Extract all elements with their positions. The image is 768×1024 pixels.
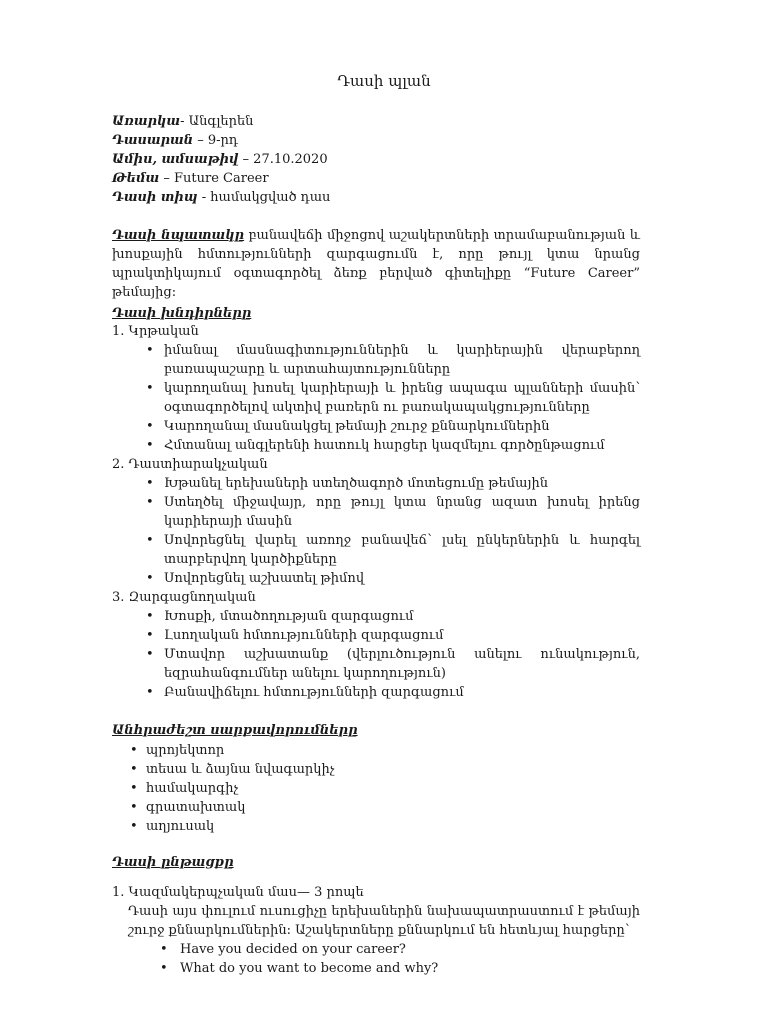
goal-text: բանավեճի միջոցով աշակերտների տրամաբանության և խոսքային հմտությունների զարգացումն է, որը թույլ կտա նրանց պրակտիկայում օգտագործել ձեռք բերված գիտելիքը “Future Career” թեմայից: <box>112 228 640 300</box>
list-item <box>112 436 640 455</box>
bullet-icon: • <box>146 533 154 548</box>
list-item <box>112 417 640 436</box>
bullet-icon: • <box>130 819 138 834</box>
list-item <box>112 379 640 417</box>
bullet-icon: • <box>146 476 154 491</box>
bullet-icon: • <box>146 343 154 358</box>
bullet-icon: • <box>146 438 154 453</box>
meta-topic-value: – Future Career <box>159 171 269 186</box>
bullet-icon: • <box>146 381 154 396</box>
task-group-upbringing <box>112 455 640 588</box>
list-item <box>112 626 640 645</box>
bullet-icon: • <box>130 743 138 758</box>
procedure-section <box>112 883 640 978</box>
meta-subject <box>112 112 330 131</box>
list-item-text: Մտավոր աշխատանք (վերլուծություն անելու ունակություն, եզրահանգումներ անելու կարողություն) <box>164 647 640 681</box>
tasks-section <box>112 322 640 702</box>
list-item-text: Have you decided on your career? <box>180 942 406 957</box>
meta-type <box>112 188 330 207</box>
meta-topic <box>112 169 330 188</box>
list-item-text: տեսա և ձայնա նվագարկիչ <box>146 762 335 777</box>
list-item-text: Հմտանալ անգլերենի հատուկ հարցեր կազմելու գործընթացում <box>164 438 605 453</box>
list-item <box>112 531 640 569</box>
goal-label: Դասի նպատակը <box>112 228 245 243</box>
bullet-icon: • <box>146 571 154 586</box>
list-item <box>112 474 640 493</box>
list-item-text: Սովորեցնել վարել առողջ բանավեճ՝ լսել ընկերներին և հարգել տարբերվող կարծիքները <box>164 533 640 567</box>
list-item-text: Ստեղծել միջավայր, որը թույլ կտա նրանց ազատ խոսել իրենց կարիերայի մասին <box>164 495 640 529</box>
list-item <box>112 940 640 959</box>
bullet-icon: • <box>130 781 138 796</box>
materials-list <box>112 741 640 836</box>
list-item-text: պրոյեկտոր <box>146 743 225 758</box>
list-item-text: կարողանալ խոսել կարիերայի և իրենց ապագա պլանների մասին՝ օգտագործելով ակտիվ բառերն ու բառակապակցությունները <box>164 381 640 415</box>
list-item <box>112 569 640 588</box>
task-list <box>112 474 640 588</box>
list-item-text: Սովորեցնել աշխատել թիմով <box>164 571 365 586</box>
task-group-educational <box>112 322 640 455</box>
list-item <box>112 779 640 798</box>
meta-date <box>112 150 330 169</box>
bullet-icon: • <box>146 609 154 624</box>
bullet-icon: • <box>130 800 138 815</box>
task-group-developmental <box>112 588 640 702</box>
meta-subject-label: Առարկա <box>112 114 181 129</box>
meta-date-value: – 27.10.2020 <box>238 152 328 167</box>
bullet-icon: • <box>146 685 154 700</box>
meta-type-value: - համակցված դաս <box>197 190 331 205</box>
task-list <box>112 607 640 702</box>
list-item <box>112 798 640 817</box>
procedure-step-text: Դասի այս փուլում ուսուցիչը երեխաներին նախապատրաստում է թեմայի շուրջ քննարկումներին: Աշակերտները քննարկում են հետևյալ հարցերը՝ <box>128 904 640 938</box>
task-group-label: 2. Դաստիարակչական <box>112 457 268 472</box>
task-group-label: 1. Կրթական <box>112 324 199 339</box>
meta-subject-value: - Անգլերեն <box>180 114 254 129</box>
materials-section <box>112 741 640 836</box>
list-item-text: Խոսքի, մտածողության զարգացում <box>164 609 414 624</box>
list-item-text: գրատախտակ <box>146 800 246 815</box>
list-item <box>112 683 640 702</box>
list-item-text: What do you want to become and why? <box>180 961 439 976</box>
meta-class-label: Դասարան <box>112 133 194 148</box>
meta-type-label: Դասի տիպ <box>112 190 198 205</box>
bullet-icon: • <box>130 762 138 777</box>
task-group-label: 3. Զարգացնողական <box>112 590 256 605</box>
page-title: Դասի պլան <box>337 72 431 90</box>
bullet-icon: • <box>160 942 168 957</box>
list-item <box>112 493 640 531</box>
bullet-icon: • <box>146 495 154 510</box>
meta-topic-label: Թեմա <box>112 171 160 186</box>
list-item-text: Խթանել երեխաների ստեղծագործ մոտեցումը թեմային <box>164 476 549 491</box>
list-item <box>112 817 640 836</box>
materials-heading: Անհրաժեշտ սարքավորումները <box>112 723 358 738</box>
bullet-icon: • <box>160 961 168 976</box>
list-item <box>112 607 640 626</box>
meta-class-value: – 9-րդ <box>193 133 238 148</box>
list-item-text: աղյուսակ <box>146 819 215 834</box>
list-item <box>112 645 640 683</box>
list-item <box>112 760 640 779</box>
list-item <box>112 741 640 760</box>
list-item-text: համակարգիչ <box>146 781 239 796</box>
list-item-text: Լսողական հմտությունների զարգացում <box>164 628 444 643</box>
tasks-heading: Դասի խնդիրները <box>112 306 252 321</box>
lesson-meta <box>112 112 330 207</box>
bullet-icon: • <box>146 628 154 643</box>
list-item-text: Կարողանալ մասնակցել թեմայի շուրջ քննարկումներին <box>164 419 550 434</box>
list-item-text: Բանավիճելու հմտությունների զարգացում <box>164 685 464 700</box>
bullet-icon: • <box>146 647 154 662</box>
list-item <box>112 341 640 379</box>
procedure-heading: Դասի ընթացքը <box>112 855 234 870</box>
meta-class <box>112 131 330 150</box>
task-list <box>112 341 640 455</box>
list-item-text: իմանալ մասնագիտություններին և կարիերային վերաբերող բառապաշարը և արտահայտությունները <box>164 343 640 377</box>
list-item <box>112 959 640 978</box>
procedure-step-label: 1. Կազմակերպչական մաս— 3 րոպե <box>112 885 364 900</box>
meta-date-label: Ամիս, ամսաթիվ <box>112 152 239 167</box>
question-list <box>112 940 640 978</box>
bullet-icon: • <box>146 419 154 434</box>
lesson-goal <box>112 226 640 302</box>
